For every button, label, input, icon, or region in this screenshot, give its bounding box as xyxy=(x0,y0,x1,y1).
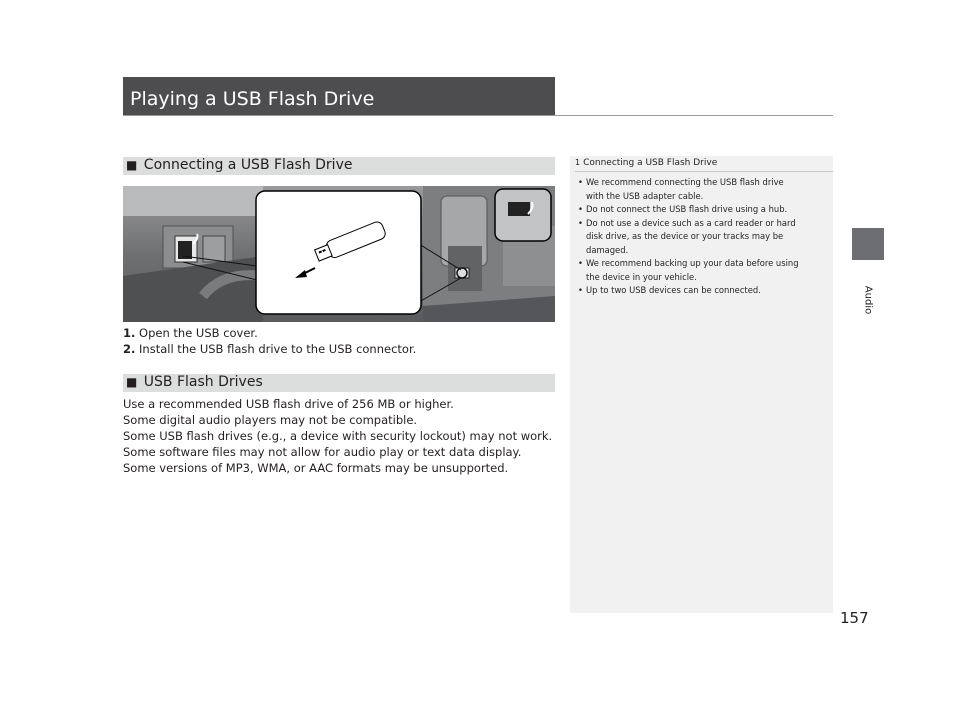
drives-line: Some USB flash drives (e.g., a device with security lockout) may not work. xyxy=(123,429,553,443)
notes-heading-text: Connecting a USB Flash Drive xyxy=(583,158,718,168)
reference-icon: 1 xyxy=(575,158,581,167)
usb-illustration xyxy=(123,186,555,322)
step-number: 1. xyxy=(123,326,136,340)
side-tab-label xyxy=(853,270,883,330)
drives-line: Some digital audio players may not be compatible. xyxy=(123,413,418,427)
notes-heading xyxy=(575,158,717,168)
step-text: Install the USB flash drive to the USB connector. xyxy=(139,342,417,356)
step-2 xyxy=(123,342,416,357)
section-drives-title: USB Flash Drives xyxy=(143,374,263,390)
notes-item-text: Do not connect the USB flash drive using a hub. xyxy=(586,204,788,214)
step-number: 2. xyxy=(123,342,136,356)
notes-item-text: Do not use a device such as a card reader or hard disk drive, as the device or your tracks may be damaged. xyxy=(586,217,796,255)
notes-item-text: We recommend connecting the USB flash drive with the USB adapter cable. xyxy=(586,177,784,201)
page-title: Playing a USB Flash Drive xyxy=(130,88,375,110)
section-connect-title: Connecting a USB Flash Drive xyxy=(143,157,353,173)
step-text: Open the USB cover. xyxy=(139,326,258,340)
notes-item-text: We recommend backing up your data before using the device in your vehicle. xyxy=(586,258,799,282)
notes-item xyxy=(578,203,828,217)
notes-item xyxy=(578,284,828,298)
bullet: • xyxy=(578,204,583,214)
notes-item-text: Up to two USB devices can be connected. xyxy=(586,285,761,295)
bullet: • xyxy=(578,177,583,187)
section-drives-heading xyxy=(126,374,263,390)
notes-item xyxy=(578,257,828,284)
side-tab-marker xyxy=(852,228,884,260)
side-tab-text: Audio xyxy=(862,285,874,315)
step-1 xyxy=(123,326,258,341)
bullet: • xyxy=(578,258,583,268)
notes-rule xyxy=(575,171,833,172)
bullet: • xyxy=(578,217,583,228)
drives-line: Use a recommended USB flash drive of 256 MB or higher. xyxy=(123,397,454,411)
section-connect-heading xyxy=(126,157,352,173)
notes-list xyxy=(578,176,828,298)
page-number: 157 xyxy=(840,609,869,627)
bullet: • xyxy=(578,285,583,295)
section-marker: ■ xyxy=(126,375,138,389)
drives-line: Some versions of MP3, WMA, or AAC formats may be unsupported. xyxy=(123,461,509,475)
drives-line: Some software files may not allow for audio play or text data display. xyxy=(123,445,522,459)
notes-item xyxy=(578,176,828,203)
title-rule xyxy=(123,115,833,116)
notes-item xyxy=(578,217,828,258)
section-marker: ■ xyxy=(126,158,138,172)
